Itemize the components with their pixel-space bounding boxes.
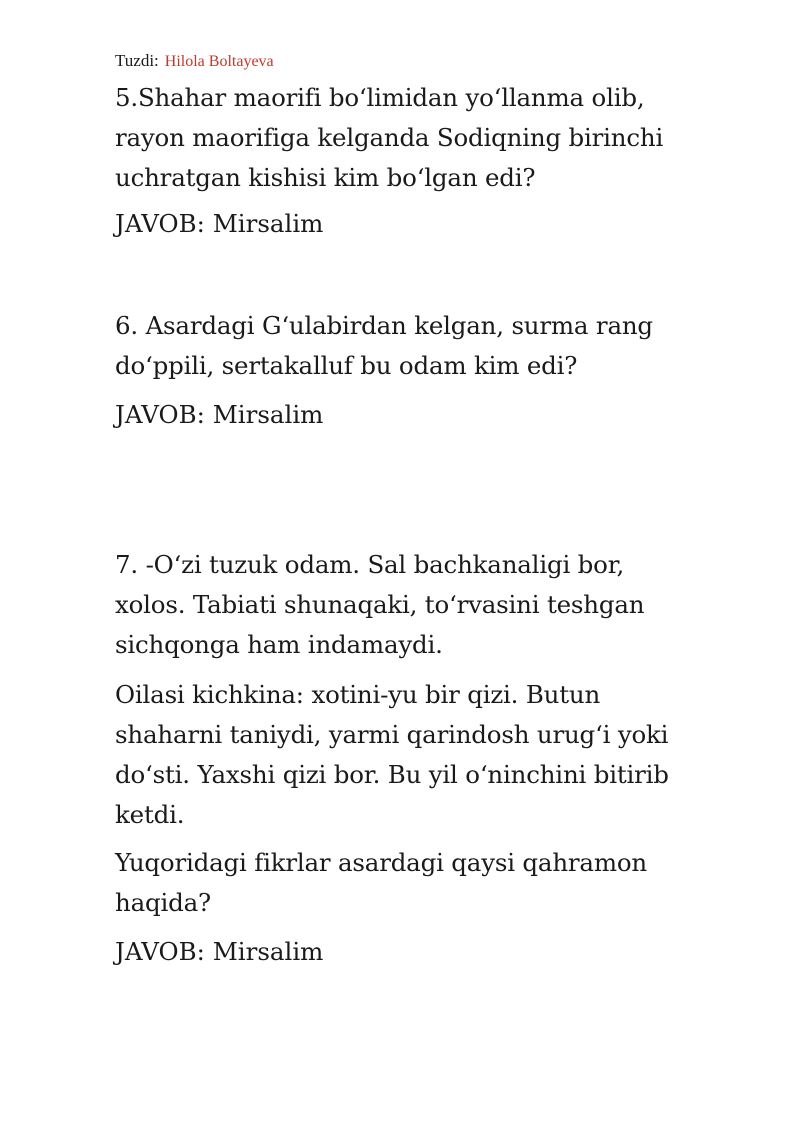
- page-header: [115, 51, 274, 72]
- question-5-answer: JAVOB: Mirsalim: [115, 209, 324, 238]
- author-name: Hilola Boltayeva: [164, 53, 274, 70]
- question-6-text: 6. Asardagi G‘ulabirdan kelgan, surma rang do‘ppili, sertakalluf bu odam kim edi?: [115, 311, 653, 380]
- question-7-answer: JAVOB: Mirsalim: [115, 937, 324, 966]
- question-7-text: 7. -O‘zi tuzuk odam. Sal bachkanaligi bor, xolos. Tabiati shunaqaki, to‘rvasini teshgan sichqonga ham indamaydi.: [115, 550, 645, 659]
- question-7-prompt: Yuqoridagi fikrlar asardagi qaysi qahramon haqida?: [115, 848, 647, 917]
- header-label: Tuzdi:: [115, 51, 159, 70]
- question-6-answer: JAVOB: Mirsalim: [115, 400, 324, 429]
- question-7-paragraph: Oilasi kichkina: xotini-yu bir qizi. Butun shaharni taniydi, yarmi qarindosh urug‘i yoki do‘sti. Yaxshi qizi bor. Bu yil o‘ninchini bitirib ketdi.: [115, 680, 669, 829]
- question-5-text: 5.Shahar maorifi bo‘limidan yo‘llanma olib, rayon maorifiga kelganda Sodiqning birinchi uchratgan kishisi kim bo‘lgan edi?: [115, 83, 664, 192]
